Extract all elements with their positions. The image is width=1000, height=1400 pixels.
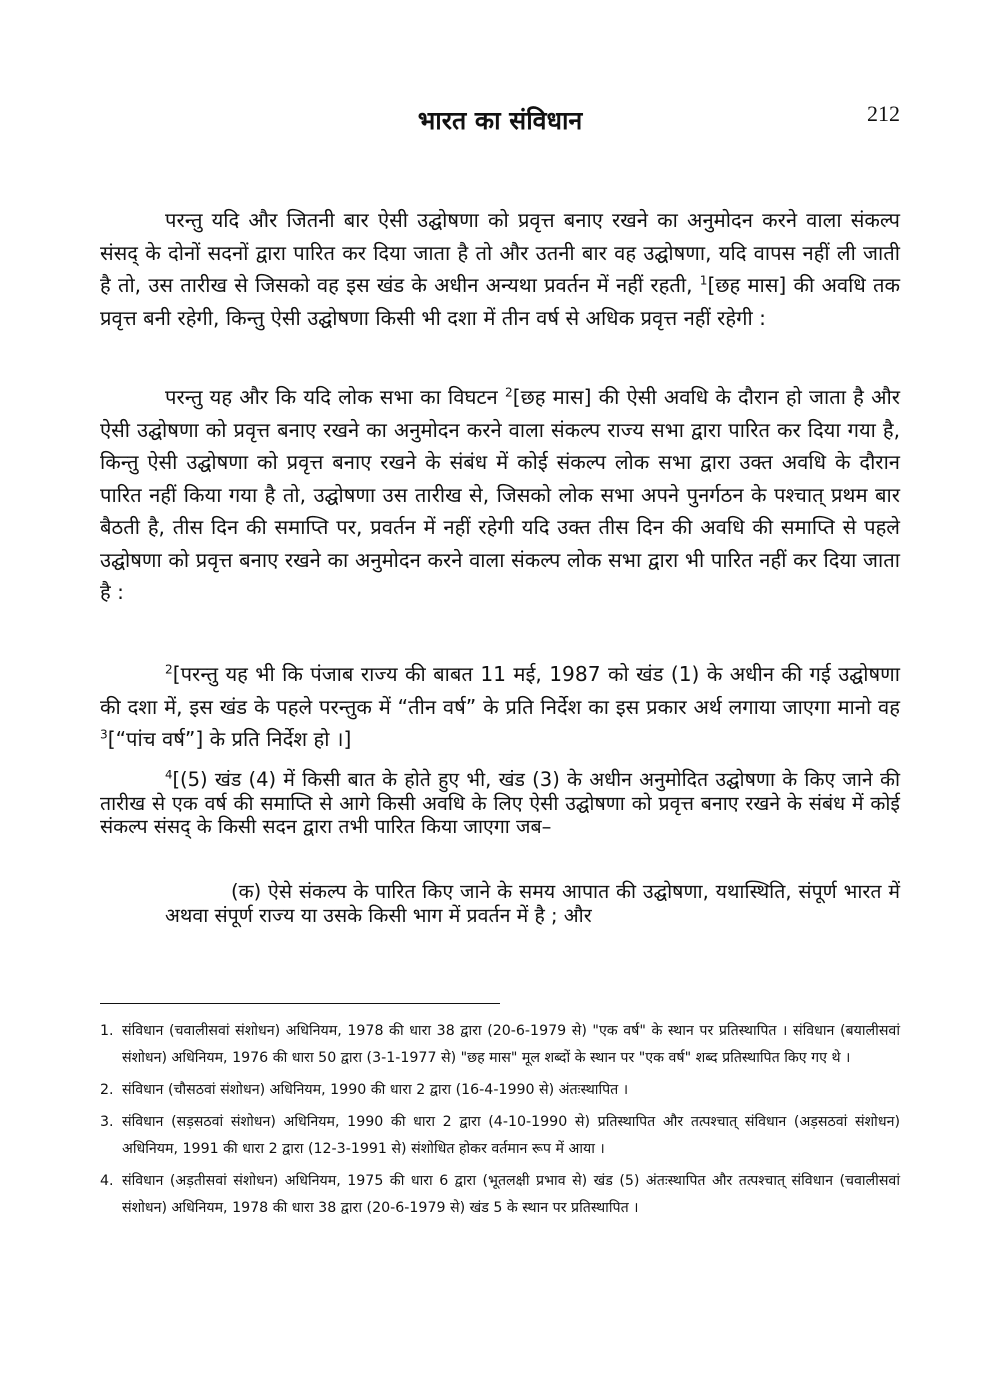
sub-clause-a-paragraph — [165, 880, 900, 927]
footnote-number: 2. — [100, 1082, 114, 1098]
proviso-paragraph-1 — [100, 204, 900, 334]
proviso-paragraph-2 — [100, 381, 900, 609]
footnote-number: 4. — [100, 1173, 114, 1189]
footnote-divider — [100, 1003, 500, 1004]
clause-5-paragraph — [100, 768, 900, 839]
footnote-number: 3. — [100, 1114, 114, 1130]
footnote-item — [100, 1077, 900, 1104]
page-title: भारत का संविधान — [417, 106, 583, 135]
footnote-text: संविधान (चवालीसवां संशोधन) अधिनियम, 1978 की धारा 38 द्वारा (20-6-1979 से) "एक वर्ष" के स्थान पर प्रतिस्थापित । संविधान (बयालीसवां संशोधन) अधिनियम, 1976 की धारा 50 द्वारा (3-1-1977 से) "छह मास" मूल शब्दों के स्थान पर "एक वर्ष" शब्द प्रतिस्थापित किए गए थे । — [122, 1023, 900, 1066]
footnote-ref: 2 — [504, 385, 513, 400]
proviso-paragraph-3 — [100, 658, 900, 756]
paragraph-text: परन्तु यह और कि यदि लोक सभा का विघटन — [165, 385, 498, 409]
footnote-ref: 1 — [699, 273, 708, 288]
paragraph-text: [छह मास] की ऐसी अवधि के दौरान हो जाता है और ऐसी उद्घोषणा को प्रवृत्त बनाए रखने का अनुमोदन करने वाला संकल्प राज्य सभा द्वारा पारित कर दिया गया है, किन्तु ऐसी उद्घोषणा को प्रवृत्त बनाए रखने के संबंध में कोई संकल्प लोक सभा द्वारा उक्त अवधि के दौरान पारित नहीं किया गया है तो, उद्घोषणा उस तारीख से, जिसको लोक सभा अपने पुनर्गठन के पश्चात् प्रथम बार बैठती है, तीस दिन की समाप्ति पर, प्रवर्तन में नहीं रहेगी यदि उक्त तीस दिन की अवधि की समाप्ति से पहले उद्घोषणा को प्रवृत्त बनाए रखने का अनुमोदन करने वाला संकल्प लोक सभा द्वारा भी पारित नहीं कर दिया जाता है : — [100, 385, 900, 604]
page-number: 212 — [867, 101, 900, 126]
footnote-ref: 4 — [165, 767, 173, 782]
footnote-text: संविधान (चौसठवां संशोधन) अधिनियम, 1990 की धारा 2 द्वारा (16-4-1990 से) अंतःस्थापित । — [122, 1082, 629, 1098]
footnote-item — [100, 1168, 900, 1222]
paragraph-text: [“पांच वर्ष”] के प्रति निर्देश हो ।] — [107, 727, 352, 751]
paragraph-text: परन्तु यदि और जितनी बार ऐसी उद्घोषणा को प्रवृत्त बनाए रखने का अनुमोदन करने वाला संकल्प संसद् के दोनों सदनों द्वारा पारित कर दिया जाता है तो और उतनी बार वह उद्घोषणा, यदि वापस नहीं ली जाती है तो, उस तारीख से जिसको वह इस खंड के अधीन अन्यथा प्रवर्तन में नहीं रहती, — [100, 208, 900, 297]
footnote-text: संविधान (सड़सठवां संशोधन) अधिनियम, 1990 की धारा 2 द्वारा (4-10-1990 से) प्रतिस्थापित और तत्पश्चात् संविधान (अड़सठवां संशोधन) अधिनियम, 1991 की धारा 2 द्वारा (12-3-1991 से) संशोधित होकर वर्तमान रूप में आया । — [122, 1114, 900, 1157]
footnote-text: संविधान (अड़तीसवां संशोधन) अधिनियम, 1975 की धारा 6 द्वारा (भूतलक्षी प्रभाव से) खंड (5) अंतःस्थापित और तत्पश्चात् संविधान (चवालीसवां संशोधन) अधिनियम, 1978 की धारा 38 द्वारा (20-6-1979 से) खंड 5 के स्थान पर प्रतिस्थापित । — [122, 1173, 900, 1216]
footnote-item — [100, 1109, 900, 1163]
paragraph-text: [छह मास] की अवधि तक प्रवृत्त बनी रहेगी, किन्तु ऐसी उद्घोषणा किसी भी दशा में तीन वर्ष से अधिक प्रवृत्त नहीं रहेगी : — [100, 273, 900, 330]
footnote-item — [100, 1018, 900, 1072]
footnote-ref: 3 — [100, 727, 108, 742]
paragraph-text: (क) ऐसे संकल्प के पारित किए जाने के समय आपात की उद्घोषणा, यथास्थिति, संपूर्ण भारत में अथवा संपूर्ण राज्य या उसके किसी भाग में प्रवर्तन में है ; और — [165, 880, 900, 927]
footnote-ref: 2 — [165, 662, 173, 677]
footnotes-list — [100, 1018, 900, 1227]
footnote-number: 1. — [100, 1023, 114, 1039]
paragraph-text: [परन्तु यह भी कि पंजाब राज्य की बाबत 11 मई, 1987 को खंड (1) के अधीन की गई उद्घोषणा की दशा में, इस खंड के पहले परन्तुक में “तीन वर्ष” के प्रति निर्देश का इस प्रकार अर्थ लगाया जाएगा मानो वह — [100, 662, 900, 719]
paragraph-text: [(5) खंड (4) में किसी बात के होते हुए भी, खंड (3) के अधीन अनुमोदित उद्घोषणा के किए जाने की तारीख से एक वर्ष की समाप्ति से आगे किसी अवधि के लिए ऐसी उद्घोषणा को प्रवृत्त बनाए रखने के संबंध में कोई संकल्प संसद् के किसी सदन द्वारा तभी पारित किया जाएगा जब– — [100, 768, 900, 838]
